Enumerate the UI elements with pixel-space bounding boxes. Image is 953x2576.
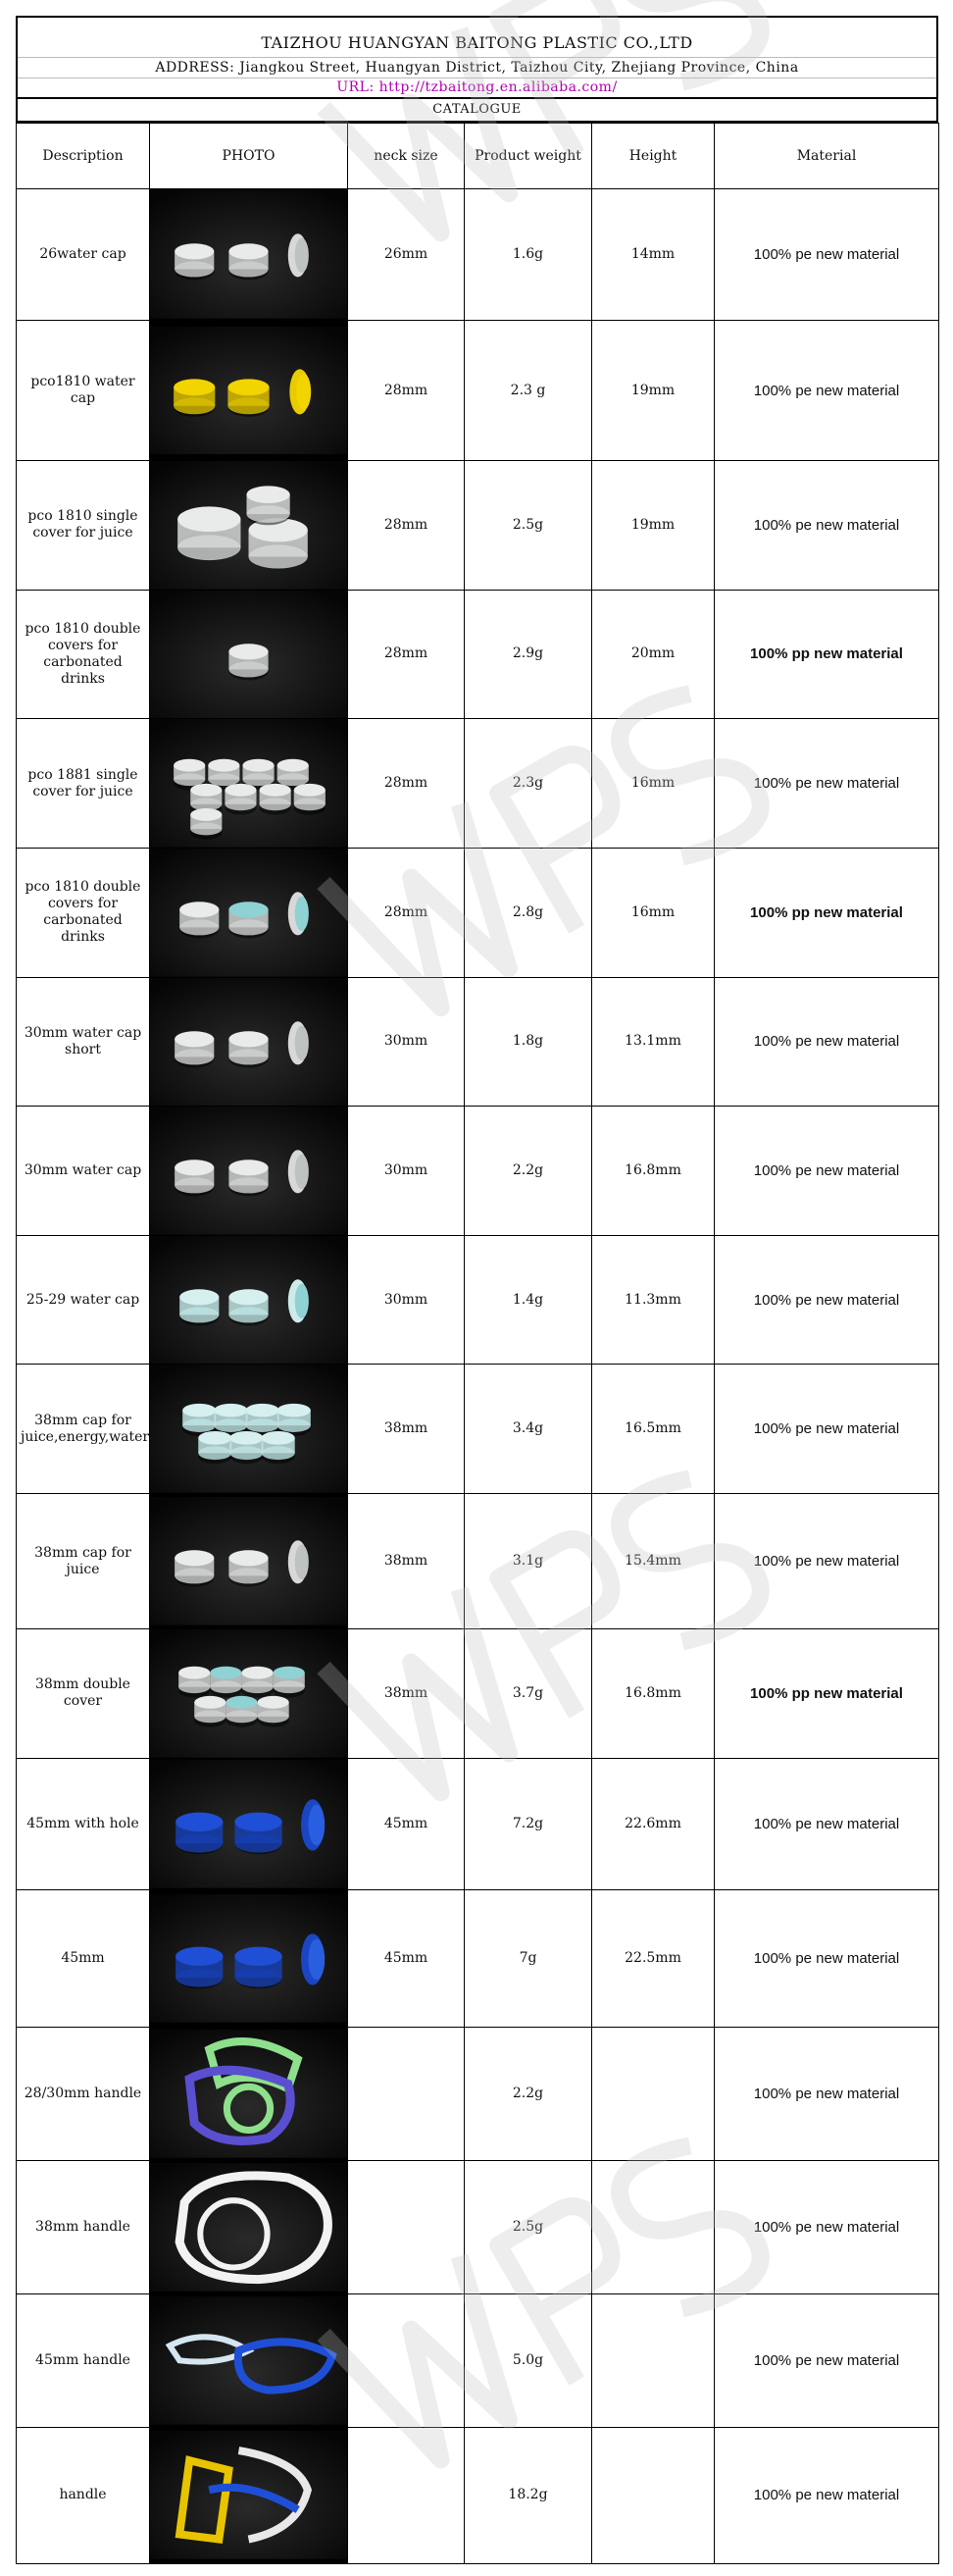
column-header-neck-size: neck size (348, 124, 465, 189)
height-value: 14mm (592, 189, 715, 321)
column-header-photo: PHOTO (150, 124, 348, 189)
table-row (17, 1107, 939, 1236)
product-description: 26water cap (17, 189, 150, 321)
height-value: 16mm (592, 719, 715, 849)
product-photo (150, 848, 348, 977)
product-photo (150, 1758, 348, 1889)
height-value: 19mm (592, 461, 715, 591)
neck-size-value: 45mm (348, 1889, 465, 2027)
product-description: 38mm cap for juice,energy,water (17, 1365, 150, 1494)
material-value: 100% pe new material (715, 1758, 939, 1889)
product-weight-value: 7.2g (465, 1758, 592, 1889)
product-photo (150, 1494, 348, 1629)
product-photo-image (150, 1365, 347, 1493)
product-photo-image (150, 849, 347, 977)
material-value: 100% pp new material (715, 848, 939, 977)
product-photo (150, 1107, 348, 1236)
product-description: 38mm double cover (17, 1629, 150, 1759)
product-photo (150, 977, 348, 1107)
neck-size-value: 38mm (348, 1365, 465, 1494)
height-value (592, 2027, 715, 2160)
product-photo-image (150, 1236, 347, 1365)
product-photo (150, 1365, 348, 1494)
product-weight-value: 2.3g (465, 719, 592, 849)
neck-size-value: 28mm (348, 848, 465, 977)
product-description: pco 1810 double covers for carbonated drinks (17, 590, 150, 719)
table-row (17, 461, 939, 591)
material-value: 100% pp new material (715, 1629, 939, 1759)
material-value: 100% pe new material (715, 2293, 939, 2427)
neck-size-value: 38mm (348, 1629, 465, 1759)
product-photo-image (150, 719, 347, 848)
height-value: 19mm (592, 321, 715, 461)
catalogue-title: CATALOGUE (18, 99, 936, 123)
company-url-link[interactable]: URL: http://tzbaitong.en.alibaba.com/ (18, 78, 936, 99)
product-description: pco 1810 single cover for juice (17, 461, 150, 591)
product-photo-image (150, 591, 347, 719)
product-weight-value: 18.2g (465, 2427, 592, 2563)
material-value: 100% pe new material (715, 977, 939, 1107)
product-weight-value: 1.8g (465, 977, 592, 1107)
product-description: 45mm handle (17, 2293, 150, 2427)
product-photo (150, 2427, 348, 2563)
table-row (17, 2427, 939, 2563)
product-photo (150, 1889, 348, 2027)
product-photo-image (150, 1107, 347, 1235)
company-address: ADDRESS: Jiangkou Street, Huangyan District, Taizhou City, Zhejiang Province, China (18, 58, 936, 78)
product-description: 25-29 water cap (17, 1235, 150, 1365)
height-value: 22.6mm (592, 1758, 715, 1889)
table-row (17, 2160, 939, 2293)
product-photo-image (150, 1497, 347, 1625)
product-photo (150, 590, 348, 719)
product-description: pco 1810 double covers for carbonated drinks (17, 848, 150, 977)
table-row (17, 1494, 939, 1629)
product-photo (150, 461, 348, 591)
product-photo (150, 2027, 348, 2160)
product-description: 30mm water cap (17, 1107, 150, 1236)
product-description: 45mm with hole (17, 1758, 150, 1889)
product-photo (150, 2293, 348, 2427)
product-photo-image (150, 190, 347, 319)
product-description: pco 1881 single cover for juice (17, 719, 150, 849)
product-weight-value: 1.6g (465, 189, 592, 321)
column-header-material: Material (715, 124, 939, 189)
material-value: 100% pe new material (715, 1494, 939, 1629)
product-weight-value: 2.2g (465, 2027, 592, 2160)
product-photo (150, 1235, 348, 1365)
table-row (17, 590, 939, 719)
neck-size-value: 45mm (348, 1758, 465, 1889)
product-photo-image (150, 2296, 347, 2425)
product-weight-value: 2.8g (465, 848, 592, 977)
product-photo (150, 1629, 348, 1759)
catalogue-header (16, 16, 938, 123)
product-photo-image (150, 1894, 347, 2023)
product-weight-value: 3.1g (465, 1494, 592, 1629)
product-description: pco1810 water cap (17, 321, 150, 461)
neck-size-value: 30mm (348, 1107, 465, 1236)
neck-size-value: 38mm (348, 1494, 465, 1629)
height-value: 11.3mm (592, 1235, 715, 1365)
table-row (17, 1758, 939, 1889)
product-photo (150, 321, 348, 461)
height-value: 15.4mm (592, 1494, 715, 1629)
product-description: 38mm cap for juice (17, 1494, 150, 1629)
neck-size-value (348, 2427, 465, 2563)
height-value (592, 2293, 715, 2427)
product-description: handle (17, 2427, 150, 2563)
table-row (17, 1629, 939, 1759)
product-photo (150, 2160, 348, 2293)
column-header-height: Height (592, 124, 715, 189)
product-weight-value: 2.3 g (465, 321, 592, 461)
product-weight-value: 2.2g (465, 1107, 592, 1236)
height-value: 13.1mm (592, 977, 715, 1107)
table-row (17, 719, 939, 849)
material-value: 100% pe new material (715, 1235, 939, 1365)
neck-size-value: 26mm (348, 189, 465, 321)
product-photo-image (150, 2431, 347, 2559)
material-value: 100% pe new material (715, 1107, 939, 1236)
neck-size-value (348, 2160, 465, 2293)
company-name: TAIZHOU HUANGYAN BAITONG PLASTIC CO.,LTD (18, 18, 936, 58)
table-row (17, 2027, 939, 2160)
product-photo (150, 719, 348, 849)
neck-size-value: 30mm (348, 1235, 465, 1365)
neck-size-value (348, 2027, 465, 2160)
product-weight-value: 2.9g (465, 590, 592, 719)
height-value: 16.5mm (592, 1365, 715, 1494)
product-weight-value: 3.4g (465, 1365, 592, 1494)
height-value (592, 2160, 715, 2293)
product-photo-image (150, 1760, 347, 1888)
column-header-weight: Product weight (465, 124, 592, 189)
product-weight-value: 5.0g (465, 2293, 592, 2427)
neck-size-value: 28mm (348, 719, 465, 849)
material-value: 100% pe new material (715, 2427, 939, 2563)
height-value: 16.8mm (592, 1629, 715, 1759)
table-row (17, 321, 939, 461)
product-photo-image (150, 2030, 347, 2158)
product-weight-value: 2.5g (465, 461, 592, 591)
column-header-description: Description (17, 124, 150, 189)
product-weight-value: 2.5g (465, 2160, 592, 2293)
neck-size-value (348, 2293, 465, 2427)
product-description: 38mm handle (17, 2160, 150, 2293)
neck-size-value: 30mm (348, 977, 465, 1107)
product-photo-image (150, 461, 347, 590)
material-value: 100% pe new material (715, 1365, 939, 1494)
product-photo (150, 189, 348, 321)
material-value: 100% pe new material (715, 1889, 939, 2027)
product-photo-image (150, 1629, 347, 1758)
height-value: 16mm (592, 848, 715, 977)
table-row (17, 189, 939, 321)
material-value: 100% pe new material (715, 2027, 939, 2160)
neck-size-value: 28mm (348, 461, 465, 591)
neck-size-value: 28mm (348, 321, 465, 461)
height-value: 20mm (592, 590, 715, 719)
product-weight-value: 7g (465, 1889, 592, 2027)
material-value: 100% pe new material (715, 719, 939, 849)
height-value: 22.5mm (592, 1889, 715, 2027)
product-description: 45mm (17, 1889, 150, 2027)
neck-size-value: 28mm (348, 590, 465, 719)
product-table (16, 123, 939, 2564)
catalogue-sheet (16, 16, 938, 2564)
product-photo-image (150, 2163, 347, 2292)
product-description: 30mm water cap short (17, 977, 150, 1107)
product-weight-value: 1.4g (465, 1235, 592, 1365)
table-row (17, 848, 939, 977)
material-value: 100% pe new material (715, 189, 939, 321)
table-row (17, 1365, 939, 1494)
height-value (592, 2427, 715, 2563)
table-row (17, 1889, 939, 2027)
table-header-row (17, 124, 939, 189)
material-value: 100% pp new material (715, 590, 939, 719)
material-value: 100% pe new material (715, 2160, 939, 2293)
product-photo-image (150, 978, 347, 1107)
product-photo-image (150, 327, 347, 455)
height-value: 16.8mm (592, 1107, 715, 1236)
product-description: 28/30mm handle (17, 2027, 150, 2160)
table-row (17, 2293, 939, 2427)
table-row (17, 977, 939, 1107)
material-value: 100% pe new material (715, 321, 939, 461)
material-value: 100% pe new material (715, 461, 939, 591)
product-weight-value: 3.7g (465, 1629, 592, 1759)
table-row (17, 1235, 939, 1365)
